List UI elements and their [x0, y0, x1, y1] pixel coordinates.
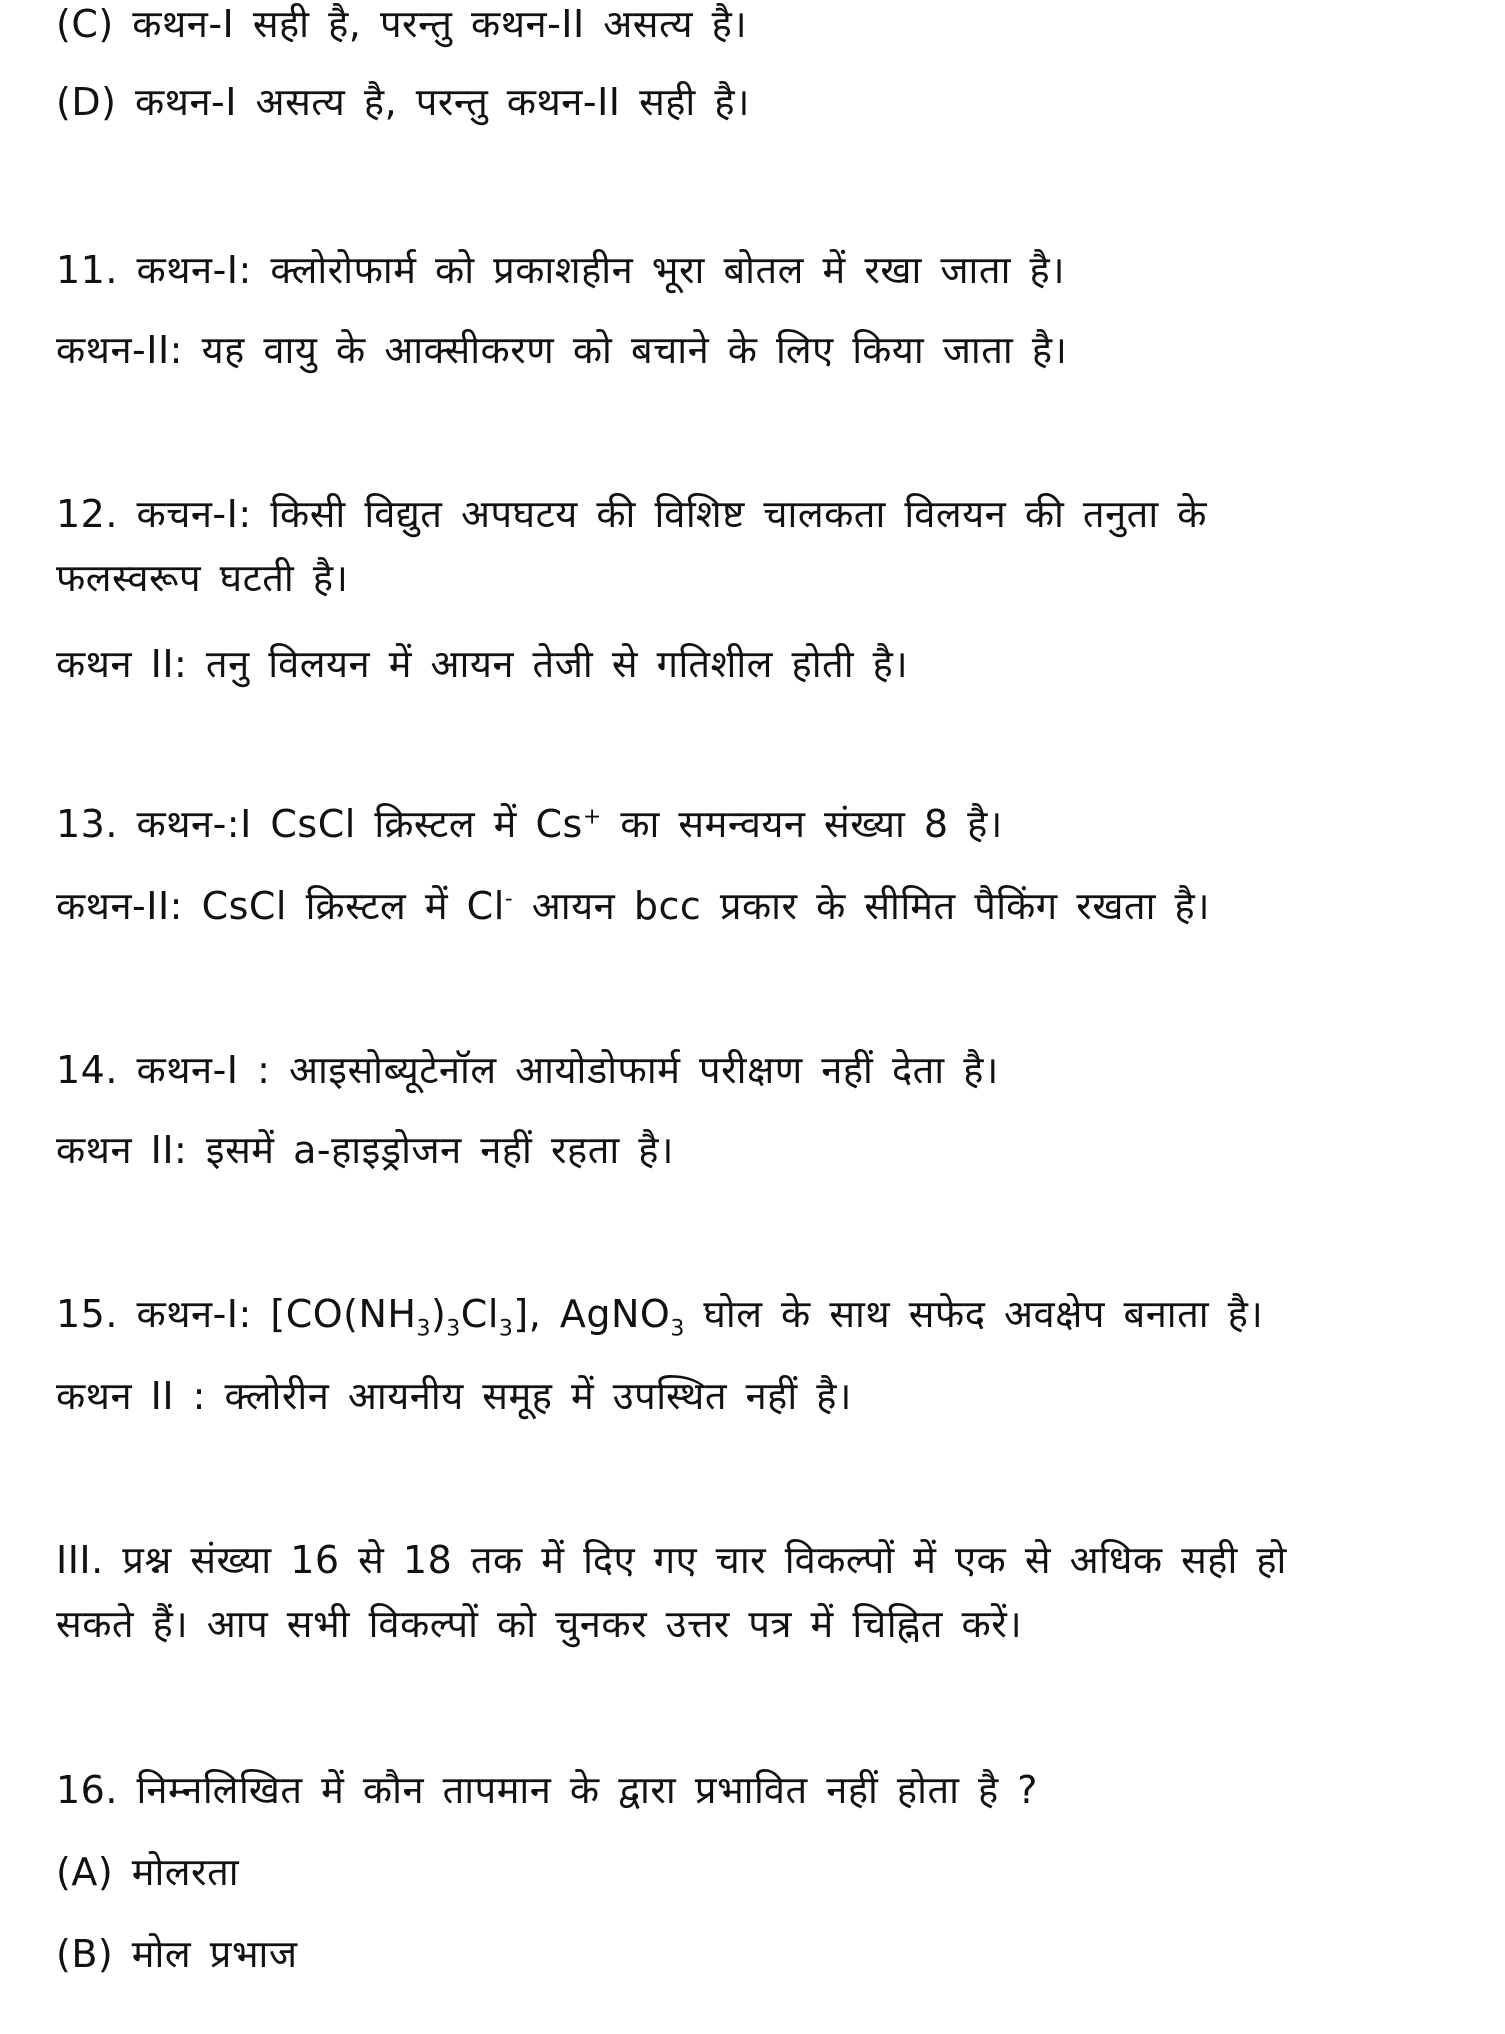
- q15-s1-mid1: ): [430, 1292, 447, 1336]
- q15-statement-1: [56, 1290, 1264, 1342]
- subscript: 3: [670, 1316, 685, 1342]
- q14-statement-1: 14. कथन-I : आइसोब्यूटेनॉल आयोडोफार्म परीक्षण नहीं देता है।: [56, 1048, 999, 1092]
- subscript: 3: [446, 1316, 461, 1342]
- q10-option-c: (C) कथन-I सही है, परन्तु कथन-II असत्य है।: [56, 2, 748, 46]
- q12-statement-2: कथन II: तनु विलयन में आयन तेजी से गतिशील होती है।: [56, 642, 909, 686]
- cs-charge-superscript: +: [582, 804, 602, 830]
- subscript: 3: [498, 1316, 514, 1342]
- q13-s2-part2: आयन bcc प्रकार के सीमित पैकिंग रखता है।: [513, 884, 1211, 928]
- q13-s1-part1: 13. कथन-:I CsCl क्रिस्टल में Cs: [56, 802, 583, 846]
- q16-option-a: (A) मोलरता: [56, 1850, 240, 1894]
- q15-s1-mid3: ], AgNO: [513, 1292, 671, 1336]
- q13-s1-part2: का समन्वयन संख्या 8 है।: [601, 802, 1003, 846]
- section-3-instruction-line-2: सकते हैं। आप सभी विकल्पों को चुनकर उत्तर पत्र में चिह्नित करें।: [56, 1602, 1023, 1646]
- cl-charge-superscript: -: [504, 886, 514, 912]
- subscript: 3: [416, 1316, 431, 1342]
- section-3-instruction-line-1: III. प्रश्न संख्या 16 से 18 तक में दिए गए चार विकल्पों में एक से अधिक सही हो: [56, 1538, 1287, 1582]
- q10-option-d: (D) कथन-I असत्य है, परन्तु कथन-II सही है।: [56, 80, 750, 124]
- q13-statement-1: [56, 800, 1003, 848]
- q11-statement-1: 11. कथन-I: क्लोरोफार्म को प्रकाशहीन भूरा बोतल में रखा जाता है।: [56, 248, 1066, 292]
- q11-statement-2: कथन-II: यह वायु के आक्सीकरण को बचाने के लिए किया जाता है।: [56, 328, 1068, 372]
- q16-question: 16. निम्नलिखित में कौन तापमान के द्वारा प्रभावित नहीं होता है ?: [56, 1768, 1038, 1812]
- q12-statement-1-line-2: फलस्वरूप घटती है।: [56, 556, 349, 600]
- q15-s1-suffix: घोल के साथ सफेद अवक्षेप बनाता है।: [684, 1292, 1264, 1336]
- q16-option-b: (B) मोल प्रभाज: [56, 1932, 298, 1976]
- q15-s1-mid2: Cl: [460, 1292, 499, 1336]
- q12-statement-1-line-1: 12. कचन-I: किसी विद्युत अपघटय की विशिष्ट चालकता विलयन की तनुता के: [56, 492, 1207, 536]
- q13-s2-part1: कथन-II: CsCl क्रिस्टल में Cl: [56, 884, 505, 928]
- q15-statement-2: कथन II : क्लोरीन आयनीय समूह में उपस्थित नहीं है।: [56, 1374, 852, 1418]
- q14-statement-2: कथन II: इसमें a-हाइड्रोजन नहीं रहता है।: [56, 1128, 674, 1172]
- q15-s1-prefix: 15. कथन-I: [CO(NH: [56, 1292, 417, 1336]
- q13-statement-2: [56, 882, 1210, 930]
